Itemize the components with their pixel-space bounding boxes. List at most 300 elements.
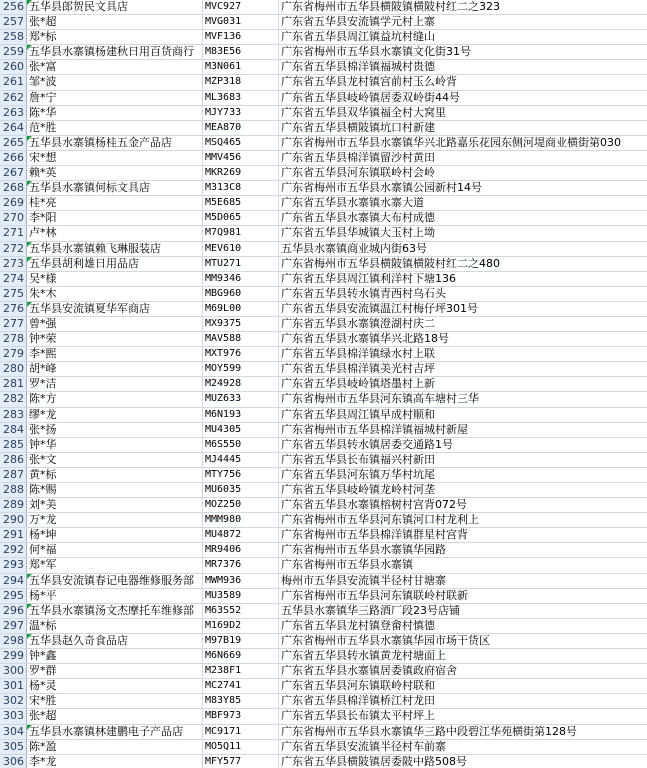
name-text: 张*扬	[29, 422, 57, 436]
address-cell[interactable]: 广东省梅州市五华县水寨镇华兴北路嘉乐花园东侧河堤商业横街第030	[281, 135, 621, 149]
name-cell[interactable]	[27, 558, 203, 572]
row-header[interactable]: 266	[0, 151, 27, 165]
error-indicator-icon	[27, 725, 32, 730]
name-cell[interactable]	[27, 528, 203, 542]
address-cell[interactable]: 广东省五华县河东镇联岭村联和	[281, 679, 435, 693]
address-cell[interactable]: 广东省五华县长布镇太平村坪上	[281, 709, 435, 723]
code-cell[interactable]: M63S52	[203, 604, 279, 618]
code-cell[interactable]: MOZ250	[203, 498, 279, 512]
address-cell[interactable]: 五华县水寨镇华三路酒厂段23号店铺	[281, 603, 460, 617]
table-row[interactable]	[0, 75, 647, 90]
address-cell[interactable]: 广东省五华县水寨镇榕树村宫背072号	[281, 498, 467, 512]
name-cell[interactable]	[27, 619, 203, 633]
row-header[interactable]: 269	[0, 196, 27, 210]
row-header[interactable]: 298	[0, 634, 27, 648]
table-row[interactable]	[0, 483, 647, 498]
address-cell[interactable]: 广东省五华县长布镇福兴村新田	[281, 452, 435, 466]
row-header[interactable]: 265	[0, 136, 27, 150]
name-text: 卢*林	[29, 226, 57, 240]
address-cell[interactable]: 梅州市五华县安流镇半径村甘塘寨	[281, 573, 446, 587]
table-row[interactable]	[0, 226, 647, 241]
name-cell[interactable]	[27, 498, 203, 512]
row-header[interactable]: 297	[0, 619, 27, 633]
error-indicator-icon	[27, 45, 32, 50]
name-text: 五华县水寨镇林建鹏电子产品店	[29, 724, 183, 738]
row-header[interactable]: 261	[0, 75, 27, 89]
table-row[interactable]	[0, 664, 647, 679]
name-cell[interactable]	[27, 664, 203, 678]
name-cell[interactable]	[27, 513, 203, 527]
name-cell[interactable]	[27, 0, 203, 14]
code-cell[interactable]: MU3589	[203, 589, 279, 603]
error-indicator-icon	[27, 302, 32, 307]
table-row[interactable]	[0, 694, 647, 709]
address-cell[interactable]: 广东省梅州市五华县水寨镇华园市场干货区	[281, 633, 490, 647]
name-cell[interactable]	[27, 226, 203, 240]
code-cell[interactable]: MX9375	[203, 317, 279, 331]
name-cell[interactable]	[27, 151, 203, 165]
name-cell[interactable]	[27, 438, 203, 452]
code-cell[interactable]: M5E685	[203, 196, 279, 210]
name-cell[interactable]	[27, 166, 203, 180]
name-cell[interactable]	[27, 60, 203, 74]
name-text: 黄*标	[29, 467, 57, 481]
address-cell[interactable]: 广东省五华县横陂镇坑口村新建	[281, 120, 435, 134]
table-row[interactable]	[0, 709, 647, 724]
name-text: 张*文	[29, 452, 57, 466]
name-text: 张*超	[29, 709, 57, 723]
address-cell[interactable]: 广东省五华县安流镇温江村梅仔坪301号	[281, 301, 478, 315]
address-cell[interactable]: 广东省梅州市五华县横陂镇横陂村红二之323	[281, 0, 500, 13]
name-text: 万*龙	[29, 513, 57, 527]
code-cell[interactable]: MSQ465	[203, 136, 279, 150]
address-cell[interactable]: 广东省五华县岐岭镇塔墨村上新	[281, 377, 435, 391]
name-cell[interactable]	[27, 755, 203, 768]
name-cell[interactable]	[27, 634, 203, 648]
address-cell[interactable]: 广东省五华县周江镇早成村顺和	[281, 407, 435, 421]
name-cell[interactable]	[27, 408, 203, 422]
row-header[interactable]: 268	[0, 181, 27, 195]
row-header[interactable]: 291	[0, 528, 27, 542]
row-header[interactable]: 299	[0, 649, 27, 663]
row-header[interactable]: 300	[0, 664, 27, 678]
address-cell[interactable]: 广东省五华县横陂镇居委陂中路508号	[281, 754, 467, 768]
row-header[interactable]: 267	[0, 166, 27, 180]
address-cell[interactable]: 广东省梅州市五华县河东镇高车塘村三华	[281, 392, 479, 406]
name-cell[interactable]	[27, 332, 203, 346]
row-header[interactable]: 280	[0, 362, 27, 376]
name-cell[interactable]	[27, 649, 203, 663]
row-header[interactable]: 285	[0, 438, 27, 452]
error-indicator-icon	[27, 574, 32, 579]
code-cell[interactable]: MR9406	[203, 543, 279, 557]
code-cell[interactable]: MEV610	[203, 242, 279, 256]
name-cell[interactable]	[27, 740, 203, 754]
address-cell[interactable]: 广东省五华县华城镇大玉村上坳	[281, 226, 435, 240]
row-header[interactable]: 290	[0, 513, 27, 527]
row-header[interactable]: 284	[0, 423, 27, 437]
table-row[interactable]	[0, 242, 647, 257]
code-cell[interactable]: MJY733	[203, 106, 279, 120]
name-text: 郑*标	[29, 30, 57, 44]
row-header[interactable]: 256	[0, 0, 27, 14]
table-row[interactable]	[0, 725, 647, 740]
table-row[interactable]	[0, 347, 647, 362]
address-cell[interactable]: 广东省五华县周江镇利洋村下塘136	[281, 271, 456, 285]
address-cell[interactable]: 广东省五华县岐岭镇居委双岭街44号	[281, 90, 460, 104]
row-header[interactable]: 296	[0, 604, 27, 618]
table-row[interactable]	[0, 543, 647, 558]
name-text: 郑*军	[29, 558, 57, 572]
address-cell[interactable]: 广东省五华县安流镇半径村车前寨	[281, 739, 446, 753]
code-cell[interactable]: MVC927	[203, 0, 279, 14]
name-text: 杨*灵	[29, 679, 57, 693]
code-cell[interactable]: MMM980	[203, 513, 279, 527]
table-row[interactable]	[0, 166, 647, 181]
address-cell[interactable]: 广东省五华县水寨镇澄湖村庆二	[281, 316, 435, 330]
address-cell[interactable]: 广东省五华县棉洋镇桥江村龙田	[281, 694, 435, 708]
code-cell[interactable]: M24928	[203, 377, 279, 391]
address-cell[interactable]: 广东省五华县河东镇联岭村会岭	[281, 166, 435, 180]
code-cell[interactable]: MC9171	[203, 725, 279, 739]
row-header[interactable]: 273	[0, 257, 27, 271]
name-cell[interactable]	[27, 709, 203, 723]
table-row[interactable]	[0, 453, 647, 468]
row-header[interactable]: 260	[0, 60, 27, 74]
name-cell[interactable]	[27, 287, 203, 301]
row-header[interactable]: 295	[0, 589, 27, 603]
table-row[interactable]	[0, 468, 647, 483]
row-header[interactable]: 259	[0, 45, 27, 59]
address-cell[interactable]: 广东省五华县水寨镇居委镇政府宿舍	[281, 664, 457, 678]
table-row[interactable]	[0, 558, 647, 573]
error-indicator-icon	[27, 604, 32, 609]
code-cell[interactable]: MEA870	[203, 121, 279, 135]
row-header[interactable]: 278	[0, 332, 27, 346]
table-row[interactable]	[0, 106, 647, 121]
table-row[interactable]	[0, 91, 647, 106]
code-cell[interactable]: MTY756	[203, 468, 279, 482]
address-cell[interactable]: 广东省梅州市五华县水寨镇华园路	[281, 543, 446, 557]
address-cell[interactable]: 广东省五华县双华镇福全村大窝里	[281, 105, 446, 119]
address-cell[interactable]: 广东省五华县龙村镇登畲村慎德	[281, 618, 435, 632]
code-cell[interactable]: M6S550	[203, 438, 279, 452]
table-row[interactable]	[0, 136, 647, 151]
name-cell[interactable]	[27, 725, 203, 739]
name-text: 温*标	[29, 618, 57, 632]
table-row[interactable]	[0, 211, 647, 226]
name-cell[interactable]	[27, 604, 203, 618]
table-row[interactable]	[0, 634, 647, 649]
address-cell[interactable]: 五华县水寨镇商业城内街63号	[281, 241, 427, 255]
name-cell[interactable]	[27, 272, 203, 286]
name-text: 缪*龙	[29, 407, 57, 421]
name-text: 李*阳	[29, 211, 57, 225]
table-row[interactable]	[0, 589, 647, 604]
code-cell[interactable]: MKR269	[203, 166, 279, 180]
row-header[interactable]: 289	[0, 498, 27, 512]
code-cell[interactable]: M6N669	[203, 649, 279, 663]
row-header[interactable]: 293	[0, 558, 27, 572]
address-cell[interactable]: 广东省五华县棉洋镇美光村吉坪	[281, 362, 435, 376]
name-text: 钟*荣	[29, 332, 57, 346]
address-cell[interactable]: 广东省五华县水寨镇大布村成德	[281, 211, 435, 225]
name-text: 宋*想	[29, 150, 57, 164]
row-header[interactable]: 263	[0, 106, 27, 120]
address-cell[interactable]: 广东省五华县棉洋镇福城村贵德	[281, 60, 435, 74]
table-row[interactable]	[0, 0, 647, 15]
table-row[interactable]	[0, 619, 647, 634]
name-cell[interactable]	[27, 589, 203, 603]
row-header[interactable]: 286	[0, 453, 27, 467]
code-cell[interactable]: ML3683	[203, 91, 279, 105]
code-cell[interactable]: MU4305	[203, 423, 279, 437]
address-cell[interactable]: 广东省梅州市五华县棉洋镇群星村宫背	[281, 528, 468, 542]
name-cell[interactable]	[27, 75, 203, 89]
table-row[interactable]	[0, 332, 647, 347]
name-text: 五华县水寨镇杨建秋日用百货商行	[29, 45, 194, 59]
name-cell[interactable]	[27, 347, 203, 361]
code-cell[interactable]: MMV456	[203, 151, 279, 165]
name-cell[interactable]	[27, 136, 203, 150]
address-cell[interactable]: 广东省梅州市五华县河东镇河口村龙利上	[281, 513, 479, 527]
error-indicator-icon	[27, 136, 32, 141]
table-row[interactable]	[0, 679, 647, 694]
table-row[interactable]	[0, 498, 647, 513]
code-cell[interactable]: MU4872	[203, 528, 279, 542]
table-row[interactable]	[0, 196, 647, 211]
row-header[interactable]: 281	[0, 377, 27, 391]
code-cell[interactable]: M313C8	[203, 181, 279, 195]
name-cell[interactable]	[27, 423, 203, 437]
name-cell[interactable]	[27, 30, 203, 44]
name-cell[interactable]	[27, 242, 203, 256]
code-cell[interactable]: MFY577	[203, 755, 279, 768]
row-header[interactable]: 277	[0, 317, 27, 331]
name-cell[interactable]	[27, 302, 203, 316]
name-cell[interactable]	[27, 196, 203, 210]
code-cell[interactable]: M3N061	[203, 60, 279, 74]
name-cell[interactable]	[27, 694, 203, 708]
name-cell[interactable]	[27, 106, 203, 120]
table-row[interactable]	[0, 287, 647, 302]
row-header[interactable]: 270	[0, 211, 27, 225]
name-text: 钟*鑫	[29, 649, 57, 663]
name-text: 陈*盈	[29, 739, 57, 753]
table-row[interactable]	[0, 121, 647, 136]
name-cell[interactable]	[27, 453, 203, 467]
code-cell[interactable]: MR7376	[203, 558, 279, 572]
table-row[interactable]	[0, 392, 647, 407]
code-cell[interactable]: M169D2	[203, 619, 279, 633]
name-text: 何*福	[29, 543, 57, 557]
address-cell[interactable]: 广东省五华县岐岭镇龙岭村河垄	[281, 483, 435, 496]
code-cell[interactable]: MWM936	[203, 574, 279, 588]
table-row[interactable]	[0, 377, 647, 392]
code-cell[interactable]: M69L00	[203, 302, 279, 316]
name-text: 罗*洁	[29, 377, 57, 391]
address-cell[interactable]: 广东省五华县棉洋镇绿水村上联	[281, 347, 435, 361]
table-row[interactable]	[0, 302, 647, 317]
code-cell[interactable]: M5D065	[203, 211, 279, 225]
code-cell[interactable]: MVG031	[203, 15, 279, 29]
row-header[interactable]: 275	[0, 287, 27, 301]
code-cell[interactable]: MTU271	[203, 257, 279, 271]
row-header[interactable]: 288	[0, 483, 27, 497]
name-cell[interactable]	[27, 45, 203, 59]
name-text: 宋*胜	[29, 694, 57, 708]
name-cell[interactable]	[27, 121, 203, 135]
row-header[interactable]: 279	[0, 347, 27, 361]
name-text: 詹*宁	[29, 90, 57, 104]
address-cell[interactable]: 广东省梅州市五华县棉洋镇福城村新屋	[281, 422, 468, 436]
table-row[interactable]	[0, 528, 647, 543]
table-row[interactable]	[0, 15, 647, 30]
error-indicator-icon	[27, 181, 32, 186]
code-cell[interactable]: MBG960	[203, 287, 279, 301]
code-cell[interactable]: MVF136	[203, 30, 279, 44]
address-cell[interactable]: 广东省梅州市五华县水寨镇公园新村14号	[281, 181, 482, 195]
address-cell[interactable]: 广东省五华县安流镇学元村上寨	[281, 15, 435, 29]
row-header[interactable]: 305	[0, 740, 27, 754]
name-cell[interactable]	[27, 392, 203, 406]
address-cell[interactable]: 广东省五华县龙村镇宫前村玉么岭背	[281, 75, 457, 89]
row-header[interactable]: 272	[0, 242, 27, 256]
code-cell[interactable]: MM9346	[203, 272, 279, 286]
name-text: 李*熙	[29, 347, 57, 361]
address-cell[interactable]: 广东省五华县河东镇万华村坑尾	[281, 467, 435, 481]
row-header[interactable]: 262	[0, 91, 27, 105]
code-cell[interactable]: MC2741	[203, 679, 279, 693]
table-row[interactable]	[0, 574, 647, 589]
name-cell[interactable]	[27, 15, 203, 29]
row-header[interactable]: 287	[0, 468, 27, 482]
name-text: 钟*华	[29, 437, 57, 451]
name-text: 李*龙	[29, 754, 57, 768]
table-row[interactable]	[0, 408, 647, 423]
table-row[interactable]	[0, 30, 647, 45]
table-row[interactable]	[0, 604, 647, 619]
name-text: 张*超	[29, 15, 57, 29]
address-cell[interactable]: 广东省五华县水寨镇水寨大道	[281, 196, 424, 210]
table-row[interactable]	[0, 272, 647, 287]
row-header[interactable]: 274	[0, 272, 27, 286]
code-cell[interactable]: M6N193	[203, 408, 279, 422]
name-cell[interactable]	[27, 574, 203, 588]
code-cell[interactable]: MAV588	[203, 332, 279, 346]
address-cell[interactable]: 广东省梅州市五华县河东镇联岭村联新	[281, 588, 468, 602]
address-cell[interactable]: 广东省梅州市五华县横陂镇横陂村红二之480	[281, 256, 500, 270]
code-cell[interactable]: M83E56	[203, 45, 279, 59]
code-cell[interactable]: MBF973	[203, 709, 279, 723]
address-cell[interactable]: 广东省五华县水寨镇华兴北路18号	[281, 332, 449, 346]
name-cell[interactable]	[27, 257, 203, 271]
name-text: 刘*美	[29, 498, 57, 512]
table-row[interactable]	[0, 257, 647, 272]
code-cell[interactable]: M97B19	[203, 634, 279, 648]
table-row[interactable]	[0, 740, 647, 755]
row-header[interactable]: 304	[0, 725, 27, 739]
row-header[interactable]: 282	[0, 392, 27, 406]
name-cell[interactable]	[27, 181, 203, 195]
table-row[interactable]	[0, 151, 647, 166]
address-cell[interactable]: 广东省五华县转水镇黄龙村塘面上	[281, 649, 446, 663]
error-indicator-icon	[27, 257, 32, 262]
code-cell[interactable]: MU6035	[203, 483, 279, 497]
name-text: 陈*赐	[29, 483, 57, 496]
row-header[interactable]: 257	[0, 15, 27, 29]
row-header[interactable]: 306	[0, 755, 27, 768]
name-cell[interactable]	[27, 679, 203, 693]
row-header[interactable]: 294	[0, 574, 27, 588]
address-cell[interactable]: 广东省梅州市五华县水寨镇华三路中段碧江华苑横街第128号	[281, 724, 577, 738]
table-row[interactable]	[0, 438, 647, 453]
address-cell[interactable]: 广东省梅州市五华县水寨镇文化街31号	[281, 45, 471, 59]
name-cell[interactable]	[27, 317, 203, 331]
name-cell[interactable]	[27, 91, 203, 105]
name-text: 张*富	[29, 60, 57, 74]
code-cell[interactable]: MUZ633	[203, 392, 279, 406]
table-row[interactable]	[0, 317, 647, 332]
name-cell[interactable]	[27, 377, 203, 391]
row-header[interactable]: 271	[0, 226, 27, 240]
code-cell[interactable]: MJ4445	[203, 453, 279, 467]
address-cell[interactable]: 广东省五华县周江镇益坑村缝山	[281, 30, 435, 44]
row-header[interactable]: 283	[0, 408, 27, 422]
table-row[interactable]	[0, 45, 647, 60]
table-row[interactable]	[0, 362, 647, 377]
table-row[interactable]	[0, 60, 647, 75]
name-cell[interactable]	[27, 543, 203, 557]
row-header[interactable]: 292	[0, 543, 27, 557]
table-row[interactable]	[0, 423, 647, 438]
row-header[interactable]: 301	[0, 679, 27, 693]
name-text: 五华县胡利雄日用品店	[29, 256, 139, 270]
row-header[interactable]: 303	[0, 709, 27, 723]
name-cell[interactable]	[27, 362, 203, 376]
name-cell[interactable]	[27, 483, 203, 497]
name-text: 罗*群	[29, 664, 57, 678]
name-cell[interactable]	[27, 468, 203, 482]
error-indicator-icon	[27, 0, 32, 5]
code-cell[interactable]: MZP318	[203, 75, 279, 89]
table-row[interactable]	[0, 181, 647, 196]
row-header[interactable]: 276	[0, 302, 27, 316]
address-cell[interactable]: 广东省五华县转水镇青西村乌石头	[281, 286, 446, 300]
address-cell[interactable]: 广东省五华县棉洋镇留沙村黄田	[281, 150, 435, 164]
name-text: 五华县水寨镇杨桂五金产品店	[29, 135, 172, 149]
row-header[interactable]: 258	[0, 30, 27, 44]
row-header[interactable]: 264	[0, 121, 27, 135]
name-text: 胡*峰	[29, 362, 57, 376]
code-cell[interactable]: M7Q981	[203, 226, 279, 240]
name-text: 桂*亮	[29, 196, 57, 210]
address-cell[interactable]: 广东省梅州市五华县水寨镇	[281, 558, 413, 572]
code-cell[interactable]: MOY599	[203, 362, 279, 376]
row-header[interactable]: 302	[0, 694, 27, 708]
table-row[interactable]	[0, 649, 647, 664]
code-cell[interactable]: M238F1	[203, 664, 279, 678]
code-cell[interactable]: M83Y85	[203, 694, 279, 708]
table-row[interactable]	[0, 513, 647, 528]
name-text: 五华县水寨镇赖飞琳服装店	[29, 241, 161, 255]
code-cell[interactable]: MO5Q11	[203, 740, 279, 754]
table-row[interactable]	[0, 755, 647, 768]
name-cell[interactable]	[27, 211, 203, 225]
code-cell[interactable]: MXT976	[203, 347, 279, 361]
address-cell[interactable]: 广东省五华县转水镇居委交通路1号	[281, 437, 453, 451]
name-text: 五华县水寨镇汤文杰摩托车维修部	[29, 603, 194, 617]
